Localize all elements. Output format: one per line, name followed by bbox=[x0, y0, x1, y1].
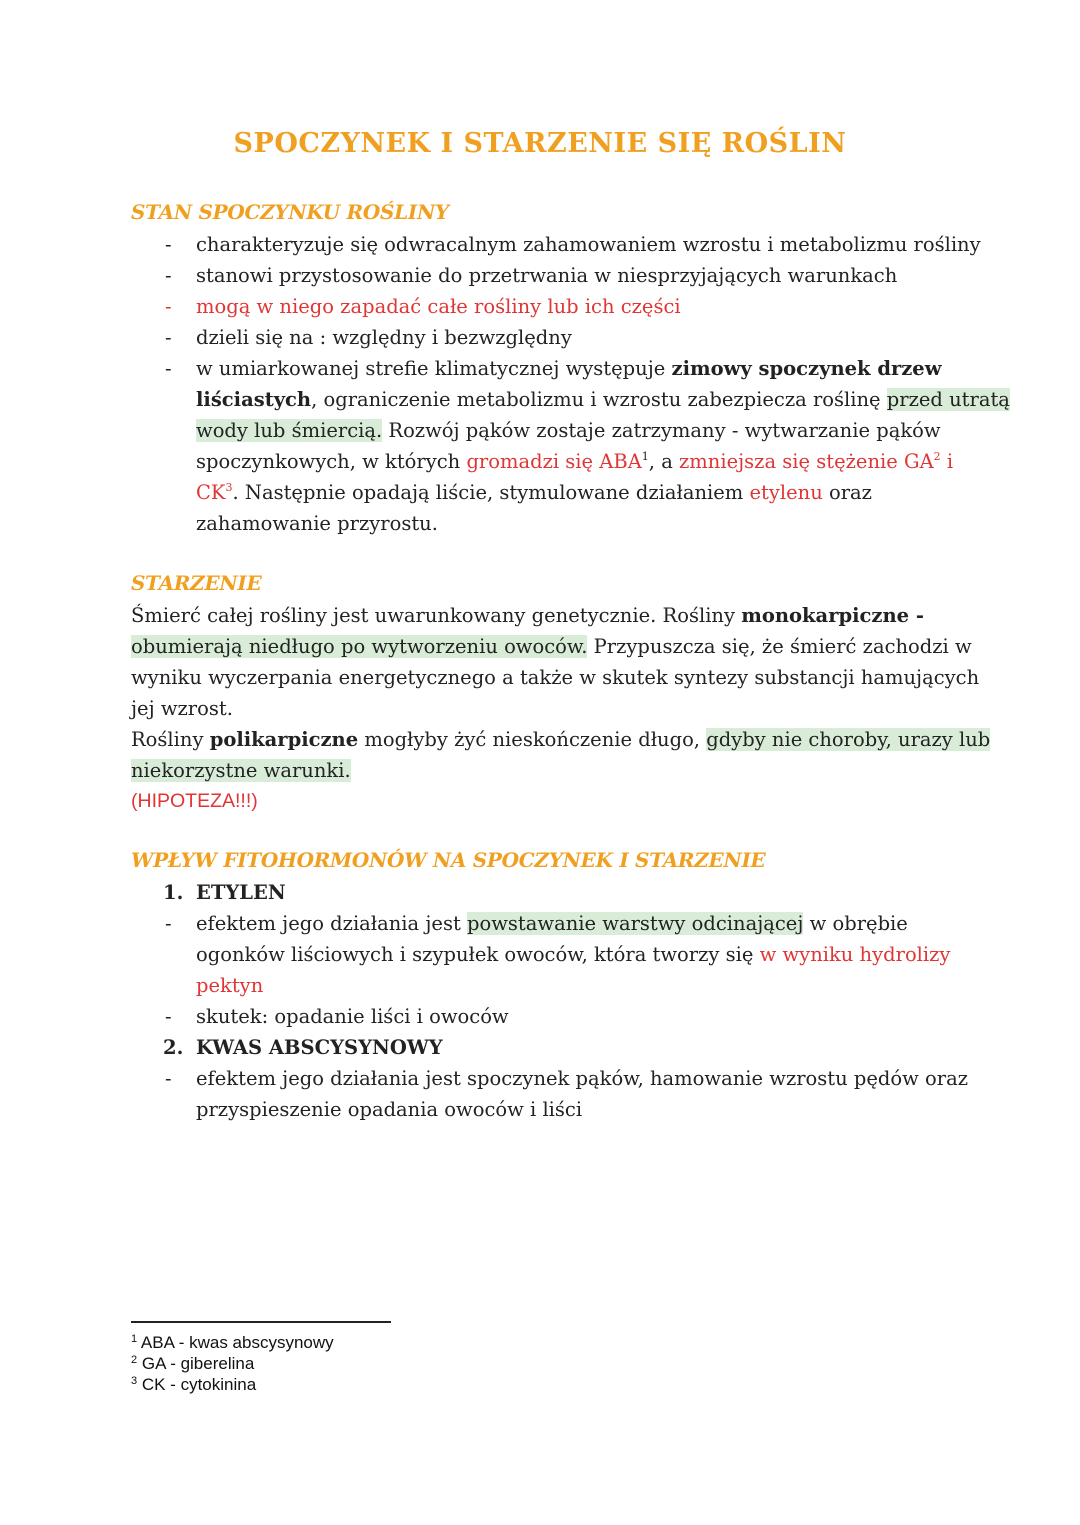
footnote-divider bbox=[131, 1321, 391, 1323]
bullet-dash: - bbox=[165, 295, 172, 318]
footnote-ref: 1 bbox=[641, 450, 649, 463]
bullet-dash: - bbox=[165, 233, 172, 256]
bullet-text: w umiarkowanej strefie klimatycznej występuje zimowy spoczynek drzew bbox=[196, 357, 942, 380]
paragraph-line: niekorzystne warunki. bbox=[131, 759, 351, 782]
footnote-ref: 2 bbox=[933, 450, 941, 463]
bullet-dash: - bbox=[165, 264, 172, 287]
bullet-text: charakteryzuje się odwracalnym zahamowaniem wzrostu i metabolizmu rośliny bbox=[196, 233, 981, 256]
bullet-text: efektem jego działania jest powstawanie warstwy odcinającej w obrębie bbox=[196, 912, 908, 935]
list-item-title: KWAS ABSCYSYNOWY bbox=[196, 1036, 443, 1059]
list-number: 1. bbox=[163, 881, 184, 904]
bullet-dash: - bbox=[165, 1005, 172, 1028]
hypothesis-note: (HIPOTEZA!!!) bbox=[131, 790, 258, 812]
bullet-text: efektem jego działania jest spoczynek pąków, hamowanie wzrostu pędów oraz bbox=[196, 1067, 968, 1090]
bullet-text: wody lub śmiercią. Rozwój pąków zostaje zatrzymany - wytwarzanie pąków bbox=[196, 419, 941, 442]
bullet-text: przyspieszenie opadania owoców i liści bbox=[196, 1098, 583, 1121]
bullet-text: skutek: opadanie liści i owoców bbox=[196, 1005, 509, 1028]
bullet-dash: - bbox=[165, 1067, 172, 1090]
section-heading-dormancy: STAN SPOCZYNKU ROŚLINY bbox=[131, 200, 449, 224]
paragraph-line: obumierają niedługo po wytworzeniu owoców. Przypuszcza się, że śmierć zachodzi w bbox=[131, 635, 972, 658]
bullet-text: zahamowanie przyrostu. bbox=[196, 512, 438, 535]
paragraph-line: wyniku wyczerpania energetycznego a także w skutek syntezy substancji hamujących bbox=[131, 666, 980, 689]
bullet-text: dzieli się na : względny i bezwzględny bbox=[196, 326, 572, 349]
footnote: $^2$ GA - giberelina bbox=[131, 1354, 255, 1373]
list-number: 2. bbox=[163, 1036, 184, 1059]
bullet-text: liściastych, ograniczenie metabolizmu i wzrostu zabezpiecza roślinę przed utratą bbox=[196, 388, 1010, 411]
bullet-text: $CK^3$. Następnie opadają liście, stymulowane działaniem etylenu oraz bbox=[196, 481, 872, 504]
bullet-text-emphasis: mogą w niego zapadać całe rośliny lub ich części bbox=[196, 295, 681, 318]
paragraph-line: Rośliny polikarpiczne mogłyby żyć nieskończenie długo, gdyby nie choroby, urazy lub bbox=[131, 728, 991, 751]
bullet-dash: - bbox=[165, 326, 172, 349]
section-heading-aging: STARZENIE bbox=[131, 571, 262, 595]
bullet-dash: - bbox=[165, 912, 172, 935]
footnote-ref: 3 bbox=[225, 481, 233, 494]
bullet-text: pektyn bbox=[196, 974, 264, 997]
bullet-text: spoczynkowych, w których gromadzi się ABA$^1$, a zmniejsza się stężenie $GA^2$ i bbox=[196, 450, 954, 473]
bullet-text: stanowi przystosowanie do przetrwania w niesprzyjających warunkach bbox=[196, 264, 898, 287]
paragraph-line: Śmierć całej rośliny jest uwarunkowany genetycznie. Rośliny monokarpiczne - bbox=[131, 604, 924, 627]
bullet-dash: - bbox=[165, 357, 172, 380]
section-heading-phytohormones: WPŁYW FITOHORMONÓW NA SPOCZYNEK I STARZENIE bbox=[131, 848, 766, 872]
footnote: $^3$ CK - cytokinina bbox=[131, 1375, 257, 1394]
footnote: $^1$ ABA - kwas abscysynowy bbox=[131, 1333, 334, 1352]
paragraph-line: jej wzrost. bbox=[131, 697, 233, 720]
page-title: SPOCZYNEK I STARZENIE SIĘ ROŚLIN bbox=[233, 128, 847, 159]
list-item-title: ETYLEN bbox=[196, 881, 286, 904]
bullet-text: ogonków liściowych i szypułek owoców, która tworzy się w wyniku hydrolizy bbox=[196, 943, 951, 966]
